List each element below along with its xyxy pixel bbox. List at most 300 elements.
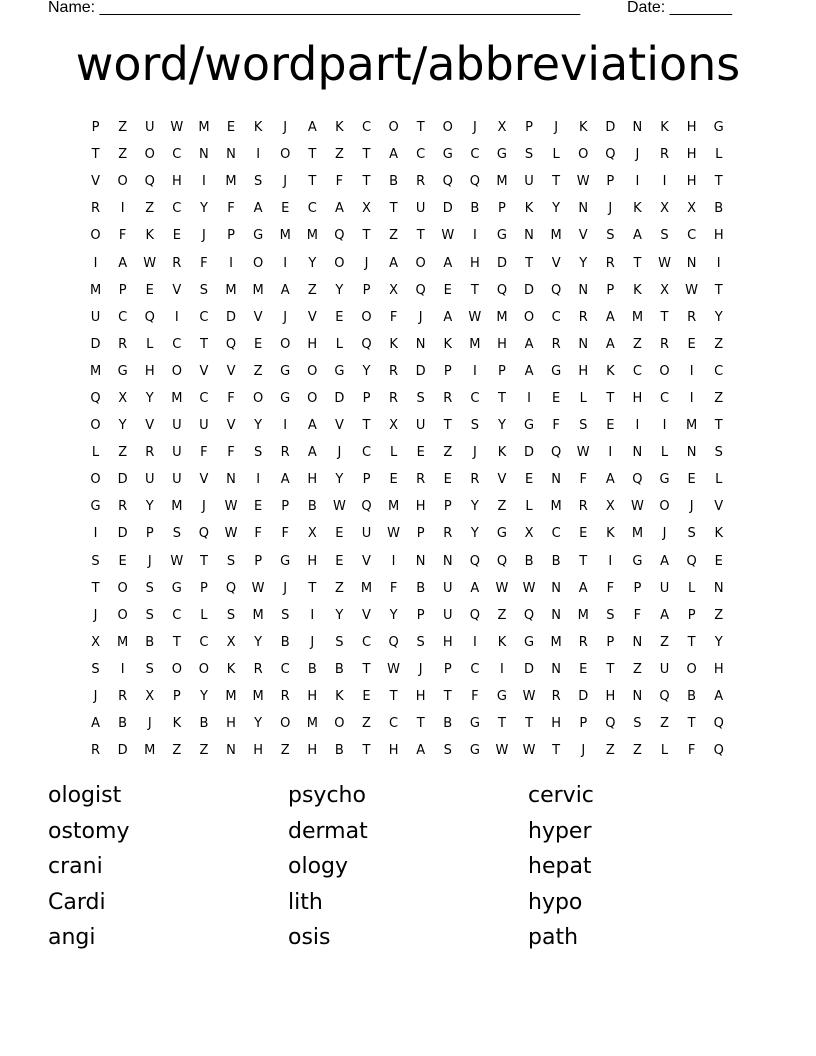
grid-letter: P bbox=[443, 363, 452, 379]
grid-letter: Z bbox=[714, 607, 724, 623]
grid-letter: C bbox=[632, 363, 642, 379]
grid-row bbox=[82, 304, 734, 331]
grid-letter: L bbox=[552, 147, 560, 163]
grid-letter: G bbox=[496, 147, 507, 163]
grid-letter: Q bbox=[632, 472, 643, 488]
grid-letter: M bbox=[550, 634, 562, 650]
grid-letter: T bbox=[362, 743, 371, 759]
grid-letter: D bbox=[117, 472, 128, 488]
grid-letter: E bbox=[443, 472, 452, 488]
grid-row bbox=[82, 412, 734, 439]
grid-letter: B bbox=[714, 201, 724, 217]
grid-letter: R bbox=[118, 336, 128, 352]
grid-letter: R bbox=[443, 526, 453, 542]
grid-letter: Y bbox=[199, 201, 208, 217]
word-list-item: hypo bbox=[528, 889, 583, 915]
grid-letter: J bbox=[689, 499, 694, 515]
grid-letter: J bbox=[554, 120, 559, 136]
grid-letter: E bbox=[335, 309, 344, 325]
page-title: word/wordpart/abbreviations bbox=[75, 37, 741, 91]
grid-letter: V bbox=[362, 607, 371, 623]
grid-letter: H bbox=[307, 472, 318, 488]
grid-letter: C bbox=[172, 336, 182, 352]
grid-letter: M bbox=[89, 363, 102, 379]
grid-letter: R bbox=[145, 445, 155, 461]
grid-letter: O bbox=[442, 120, 453, 136]
grid-letter: E bbox=[335, 553, 344, 569]
grid-letter: G bbox=[524, 634, 535, 650]
grid-letter: R bbox=[551, 336, 561, 352]
grid-letter: W bbox=[387, 526, 400, 542]
grid-letter: M bbox=[252, 282, 264, 298]
grid-letter: N bbox=[632, 445, 643, 461]
grid-letter: H bbox=[686, 174, 697, 190]
grid-letter: V bbox=[199, 472, 209, 488]
grid-letter: X bbox=[605, 499, 615, 515]
grid-letter: B bbox=[145, 634, 155, 650]
grid-letter: Y bbox=[254, 418, 263, 434]
grid-letter: A bbox=[605, 309, 615, 325]
grid-letter: I bbox=[500, 661, 504, 677]
grid-letter: E bbox=[687, 336, 696, 352]
grid-letter: R bbox=[551, 689, 561, 705]
grid-letter: I bbox=[608, 445, 613, 461]
grid-letter: P bbox=[606, 634, 615, 650]
grid-letter: O bbox=[252, 390, 264, 406]
grid-letter: M bbox=[496, 174, 508, 190]
grid-letter: G bbox=[496, 228, 507, 244]
grid-letter: Z bbox=[307, 282, 317, 298]
grid-letter: U bbox=[361, 526, 372, 542]
grid-letter: X bbox=[226, 634, 236, 650]
grid-row bbox=[82, 439, 734, 466]
grid-letter: R bbox=[389, 390, 399, 406]
grid-letter: U bbox=[199, 418, 209, 434]
grid-letter: Z bbox=[389, 228, 399, 244]
grid-letter: T bbox=[308, 580, 317, 596]
grid-letter: P bbox=[498, 363, 506, 379]
grid-letter: H bbox=[551, 716, 562, 732]
grid-letter: B bbox=[118, 716, 128, 732]
grid-letter: I bbox=[472, 228, 477, 244]
grid-letter: P bbox=[281, 499, 290, 515]
grid-letter: N bbox=[226, 147, 236, 163]
grid-letter: Y bbox=[254, 634, 263, 650]
grid-letter: X bbox=[497, 120, 507, 136]
grid-letter: D bbox=[524, 282, 535, 298]
grid-letter: V bbox=[91, 174, 100, 190]
grid-letter: U bbox=[415, 201, 426, 217]
grid-letter: Z bbox=[199, 743, 209, 759]
grid-letter: O bbox=[198, 661, 210, 677]
grid-letter: W bbox=[685, 282, 699, 298]
grid-letter: O bbox=[252, 255, 264, 271]
grid-letter: H bbox=[226, 716, 236, 732]
grid-letter: C bbox=[551, 309, 561, 325]
grid-letter: M bbox=[225, 689, 237, 705]
grid-letter: M bbox=[387, 499, 400, 515]
grid-letter: Y bbox=[497, 418, 506, 434]
grid-letter: O bbox=[171, 661, 182, 677]
grid-letter: T bbox=[687, 634, 696, 650]
grid-letter: T bbox=[362, 418, 371, 434]
grid-letter: H bbox=[497, 336, 507, 352]
grid-letter: W bbox=[224, 499, 238, 515]
grid-letter: E bbox=[714, 553, 723, 569]
grid-letter: T bbox=[308, 147, 317, 163]
grid-letter: U bbox=[524, 174, 534, 190]
grid-letter: S bbox=[416, 634, 425, 650]
grid-letter: R bbox=[91, 201, 101, 217]
grid-letter: U bbox=[443, 580, 453, 596]
grid-letter: Y bbox=[470, 526, 479, 542]
grid-letter: N bbox=[632, 634, 643, 650]
grid-letter: D bbox=[524, 661, 535, 677]
word-list-item: angi bbox=[48, 925, 96, 951]
word-list-item: ologist bbox=[48, 783, 122, 808]
grid-letter: S bbox=[226, 553, 236, 569]
grid-letter: E bbox=[281, 201, 290, 217]
grid-letter: Q bbox=[551, 282, 562, 298]
word-list-item: cervic bbox=[528, 783, 594, 808]
grid-letter: L bbox=[525, 499, 533, 515]
grid-letter: X bbox=[118, 390, 128, 406]
grid-letter: L bbox=[660, 743, 669, 759]
grid-letter: T bbox=[552, 174, 561, 190]
grid-letter: B bbox=[307, 661, 317, 677]
grid-letter: Q bbox=[496, 553, 508, 569]
grid-letter: T bbox=[443, 689, 452, 705]
grid-letter: S bbox=[91, 553, 100, 569]
grid-letter: Z bbox=[253, 363, 263, 379]
header bbox=[48, 0, 748, 20]
grid-letter: J bbox=[472, 445, 477, 461]
grid-letter: M bbox=[686, 418, 698, 434]
grid-letter: P bbox=[227, 228, 235, 244]
grid-letter: I bbox=[93, 526, 98, 542]
grid-letter: C bbox=[361, 634, 372, 650]
grid-letter: R bbox=[578, 634, 588, 650]
grid-letter: Y bbox=[579, 255, 588, 271]
grid-letter: H bbox=[713, 661, 724, 677]
grid-letter: T bbox=[416, 228, 425, 244]
grid-letter: M bbox=[306, 228, 318, 244]
grid-letter: P bbox=[200, 580, 208, 596]
grid-letter: X bbox=[145, 689, 155, 705]
grid-letter: U bbox=[144, 472, 155, 488]
grid-letter: R bbox=[578, 499, 588, 515]
grid-letter: B bbox=[443, 716, 453, 732]
grid-letter: M bbox=[89, 282, 102, 298]
grid-letter: K bbox=[524, 201, 534, 217]
grid-letter: G bbox=[253, 228, 264, 244]
grid-letter: T bbox=[443, 418, 452, 434]
grid-letter: P bbox=[362, 472, 371, 488]
grid-letter: H bbox=[307, 743, 318, 759]
grid-letter: O bbox=[686, 661, 697, 677]
grid-letter: S bbox=[172, 526, 181, 542]
grid-letter: G bbox=[469, 743, 480, 759]
grid-letter: Q bbox=[469, 607, 480, 623]
grid-letter: W bbox=[658, 255, 671, 271]
grid-letter: R bbox=[91, 743, 101, 759]
grid-letter: E bbox=[335, 526, 344, 542]
grid-letter: T bbox=[416, 716, 425, 732]
grid-letter: S bbox=[199, 282, 209, 298]
grid-letter: V bbox=[226, 363, 236, 379]
grid-letter: K bbox=[714, 526, 723, 542]
grid-letter: M bbox=[117, 634, 129, 650]
grid-letter: Z bbox=[118, 147, 128, 163]
grid-letter: R bbox=[687, 309, 697, 325]
grid-letter: K bbox=[660, 120, 669, 136]
grid-letter: O bbox=[578, 147, 589, 163]
grid-letter: J bbox=[608, 201, 613, 217]
grid-letter: V bbox=[578, 228, 588, 244]
grid-letter: H bbox=[307, 553, 318, 569]
grid-letter: M bbox=[225, 282, 237, 298]
grid-letter: C bbox=[416, 147, 426, 163]
grid-letter: E bbox=[687, 472, 696, 488]
grid-letter: O bbox=[523, 309, 535, 325]
grid-letter: M bbox=[225, 174, 237, 190]
grid-letter: G bbox=[334, 363, 345, 379]
grid-letter: C bbox=[172, 147, 182, 163]
grid-letter: V bbox=[497, 472, 507, 488]
grid-letter: Y bbox=[362, 363, 371, 379]
grid-letter: D bbox=[578, 689, 589, 705]
grid-letter: T bbox=[552, 743, 561, 759]
grid-letter: X bbox=[687, 201, 697, 217]
grid-letter: I bbox=[283, 418, 288, 434]
grid-letter: E bbox=[552, 390, 561, 406]
grid-letter: Q bbox=[388, 634, 399, 650]
grid-letter: N bbox=[524, 228, 534, 244]
grid-letter: P bbox=[606, 282, 615, 298]
grid-letter: I bbox=[472, 363, 477, 379]
grid-letter: H bbox=[388, 743, 399, 759]
grid-letter: T bbox=[389, 689, 398, 705]
grid-letter: S bbox=[687, 526, 696, 542]
grid-letter: M bbox=[252, 689, 264, 705]
grid-letter: D bbox=[442, 201, 453, 217]
grid-letter: S bbox=[660, 228, 669, 244]
grid-letter: F bbox=[335, 174, 344, 190]
grid-letter: J bbox=[202, 228, 206, 244]
grid-row bbox=[82, 683, 734, 710]
grid-letter: N bbox=[632, 689, 643, 705]
grid-letter: S bbox=[281, 607, 290, 623]
grid-letter: F bbox=[227, 445, 235, 461]
grid-row bbox=[82, 114, 734, 141]
grid-letter: G bbox=[280, 553, 291, 569]
grid-letter: T bbox=[497, 390, 506, 406]
grid-letter: T bbox=[362, 147, 371, 163]
grid-letter: F bbox=[389, 309, 398, 325]
grid-letter: E bbox=[254, 336, 263, 352]
grid-letter: W bbox=[170, 120, 184, 136]
grid-letter: C bbox=[659, 390, 670, 406]
grid-letter: H bbox=[605, 689, 616, 705]
grid-letter: O bbox=[388, 120, 399, 136]
grid-letter: T bbox=[579, 553, 588, 569]
grid-letter: O bbox=[307, 363, 318, 379]
grid-letter: J bbox=[418, 661, 423, 677]
grid-letter: R bbox=[659, 336, 670, 352]
grid-letter: O bbox=[171, 363, 182, 379]
grid-letter: X bbox=[389, 282, 399, 298]
grid-letter: Q bbox=[225, 580, 237, 596]
grid-letter: I bbox=[662, 418, 667, 434]
grid-letter: Y bbox=[254, 716, 263, 732]
grid-letter: F bbox=[606, 580, 615, 596]
grid-letter: O bbox=[307, 390, 318, 406]
grid-letter: O bbox=[659, 363, 670, 379]
grid-letter: V bbox=[199, 363, 209, 379]
grid-letter: T bbox=[714, 418, 723, 434]
grid-letter: F bbox=[579, 472, 587, 488]
grid-letter: X bbox=[660, 282, 669, 298]
grid-letter: E bbox=[254, 499, 263, 515]
grid-letter: R bbox=[659, 147, 670, 163]
grid-letter: M bbox=[631, 309, 644, 325]
grid-letter: G bbox=[90, 499, 101, 515]
grid-letter: K bbox=[226, 661, 236, 677]
grid-letter: N bbox=[551, 607, 561, 623]
grid-letter: I bbox=[174, 309, 179, 325]
grid-letter: F bbox=[389, 580, 398, 596]
grid-letter: Z bbox=[632, 661, 642, 677]
grid-letter: J bbox=[635, 147, 640, 163]
grid-row bbox=[82, 331, 734, 358]
grid-letter: T bbox=[714, 174, 723, 190]
grid-letter: A bbox=[280, 472, 290, 488]
grid-letter: N bbox=[686, 445, 697, 461]
grid-letter: K bbox=[172, 716, 182, 732]
grid-row bbox=[82, 737, 734, 764]
grid-letter: C bbox=[199, 390, 209, 406]
grid-letter: H bbox=[686, 147, 697, 163]
grid-letter: T bbox=[606, 661, 615, 677]
grid-letter: A bbox=[280, 282, 290, 298]
grid-letter: Q bbox=[523, 607, 535, 623]
grid-letter: A bbox=[443, 309, 453, 325]
grid-letter: Z bbox=[443, 445, 453, 461]
grid-row bbox=[82, 249, 734, 276]
grid-letter: L bbox=[715, 472, 723, 488]
grid-letter: Z bbox=[334, 580, 344, 596]
grid-letter: A bbox=[91, 716, 100, 732]
grid-letter: Y bbox=[145, 499, 154, 515]
grid-letter: J bbox=[283, 174, 288, 190]
grid-letter: N bbox=[713, 580, 724, 596]
grid-letter: P bbox=[362, 282, 371, 298]
grid-letter: A bbox=[389, 147, 399, 163]
grid-letter: G bbox=[171, 580, 182, 596]
grid-letter: T bbox=[172, 634, 181, 650]
grid-letter: J bbox=[283, 580, 288, 596]
grid-letter: A bbox=[524, 336, 534, 352]
grid-letter: Z bbox=[714, 390, 724, 406]
grid-letter: H bbox=[253, 743, 263, 759]
grid-letter: O bbox=[280, 716, 291, 732]
grid-letter: J bbox=[202, 499, 206, 515]
grid-letter: R bbox=[470, 472, 480, 488]
grid-letter: O bbox=[144, 147, 155, 163]
grid-letter: W bbox=[468, 309, 482, 325]
grid-letter: A bbox=[118, 255, 128, 271]
grid-letter: E bbox=[172, 228, 181, 244]
grid-letter: O bbox=[334, 716, 345, 732]
grid-letter: R bbox=[118, 689, 128, 705]
grid-letter: Q bbox=[198, 526, 210, 542]
grid-letter: F bbox=[471, 689, 479, 705]
grid-letter: N bbox=[632, 120, 643, 136]
grid-letter: E bbox=[579, 661, 588, 677]
grid-letter: P bbox=[579, 716, 588, 732]
grid-row bbox=[82, 195, 734, 222]
grid-letter: N bbox=[199, 147, 209, 163]
grid-letter: C bbox=[470, 390, 480, 406]
grid-letter: C bbox=[361, 445, 372, 461]
grid-letter: Q bbox=[659, 689, 670, 705]
grid-letter: J bbox=[147, 553, 152, 569]
grid-letter: P bbox=[145, 526, 154, 542]
grid-letter: H bbox=[307, 336, 318, 352]
grid-letter: P bbox=[362, 390, 371, 406]
grid-letter: K bbox=[145, 228, 154, 244]
grid-letter: H bbox=[144, 363, 155, 379]
grid-letter: L bbox=[200, 607, 208, 623]
grid-letter: I bbox=[256, 472, 261, 488]
grid-letter: L bbox=[335, 336, 344, 352]
grid-letter: W bbox=[576, 445, 590, 461]
date-field-label: Date: _______ bbox=[627, 0, 732, 16]
grid-letter: D bbox=[90, 336, 101, 352]
grid-row bbox=[82, 222, 734, 249]
grid-letter: M bbox=[496, 309, 508, 325]
grid-letter: W bbox=[441, 228, 455, 244]
grid-letter: J bbox=[662, 526, 667, 542]
grid-letter: Q bbox=[225, 336, 237, 352]
grid-letter: F bbox=[227, 390, 235, 406]
grid-letter: O bbox=[117, 607, 128, 623]
letter-grid bbox=[82, 114, 734, 764]
grid-letter: U bbox=[172, 418, 182, 434]
grid-letter: F bbox=[227, 201, 235, 217]
grid-letter: R bbox=[605, 255, 615, 271]
grid-letter: D bbox=[524, 445, 535, 461]
grid-letter: U bbox=[144, 120, 155, 136]
grid-letter: R bbox=[416, 174, 426, 190]
grid-letter: P bbox=[443, 499, 452, 515]
grid-letter: W bbox=[576, 174, 590, 190]
word-list-item: ostomy bbox=[48, 818, 130, 844]
grid-letter: O bbox=[117, 580, 128, 596]
grid-letter: A bbox=[660, 607, 669, 623]
grid-letter: N bbox=[415, 553, 426, 569]
grid-letter: X bbox=[389, 418, 399, 434]
grid-letter: G bbox=[496, 526, 507, 542]
grid-letter: K bbox=[633, 201, 642, 217]
grid-letter: Y bbox=[470, 499, 479, 515]
grid-letter: Q bbox=[361, 499, 372, 515]
grid-letter: S bbox=[145, 607, 154, 623]
grid-letter: B bbox=[551, 553, 561, 569]
grid-letter: M bbox=[550, 499, 562, 515]
grid-letter: H bbox=[415, 689, 426, 705]
grid-letter: F bbox=[552, 418, 560, 434]
